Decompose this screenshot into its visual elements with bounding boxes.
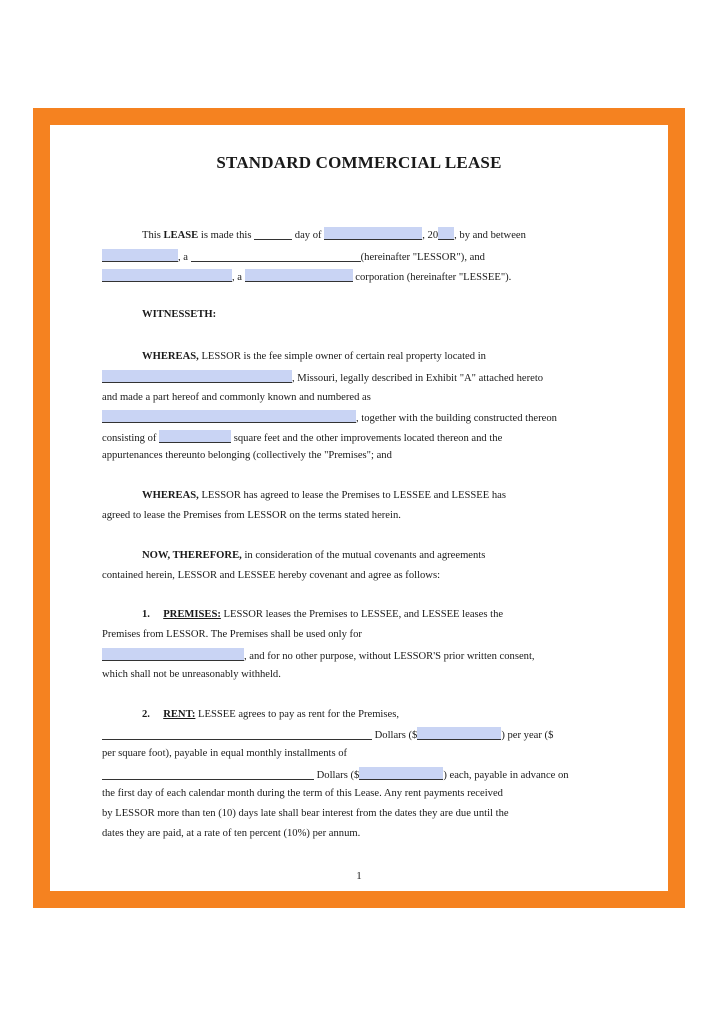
property-address-field[interactable] xyxy=(102,410,356,423)
document-page xyxy=(50,125,668,891)
lessor-name-field[interactable] xyxy=(102,249,178,262)
premises-line-1: 1. PREMISES: LESSOR leases the Premises to LESSEE, and LESSEE leases the xyxy=(142,609,504,620)
annual-rent-amount-field[interactable] xyxy=(417,727,501,740)
intro-line-2: , a (hereinafter "LESSOR"), and xyxy=(102,249,485,265)
rent-line-4: Dollars ($ ) each, payable in advance on xyxy=(102,767,569,783)
square-feet-field[interactable] xyxy=(159,430,231,443)
whereas1-line-4: , together with the building constructed thereon xyxy=(102,410,557,426)
premises-line-4: which shall not be unreasonably withheld. xyxy=(102,669,281,680)
lessee-entity-field[interactable] xyxy=(245,269,353,282)
premises-line-3: , and for no other purpose, without LESSOR'S prior written consent, xyxy=(102,648,535,664)
intro-line-3: , a corporation (hereinafter "LESSEE"). xyxy=(102,269,511,285)
whereas1-line-2: , Missouri, legally described in Exhibit "A" attached hereto xyxy=(102,370,543,386)
document-title: STANDARD COMMERCIAL LEASE xyxy=(216,153,502,172)
page-number: 1 xyxy=(356,870,362,882)
rent-heading: RENT: xyxy=(163,709,196,720)
rent-line-3: per square foot), payable in equal monthly installments of xyxy=(102,748,348,759)
whereas2-line-2: agreed to lease the Premises from LESSOR on the terms stated herein. xyxy=(102,510,401,521)
whereas1-line-6: appurtenances thereunto belonging (collectively the "Premises"; and xyxy=(102,450,392,461)
rent-line-6: by LESSOR more than ten (10) days late shall bear interest from the dates they are due until the xyxy=(102,808,509,819)
monthly-rent-words-field[interactable] xyxy=(102,767,314,780)
witnesseth-heading: WITNESSETH: xyxy=(142,309,217,320)
property-county-field[interactable] xyxy=(102,370,292,383)
whereas1-line-5: consisting of square feet and the other improvements located thereon and the xyxy=(102,430,502,446)
annual-rent-words-field[interactable] xyxy=(102,727,372,740)
premises-line-2: Premises from LESSOR. The Premises shall be used only for xyxy=(102,629,362,640)
lessee-name-field[interactable] xyxy=(102,269,232,282)
rent-line-1: 2. RENT: LESSEE agrees to pay as rent for the Premises, xyxy=(142,709,399,720)
whereas1-line-1: WHEREAS, LESSOR is the fee simple owner of certain real property located in xyxy=(142,351,486,362)
whereas1-line-3: and made a part hereof and commonly known and numbered as xyxy=(102,392,371,403)
intro-line-1: This LEASE is made this day of , 20 , by and between xyxy=(142,227,526,243)
monthly-rent-amount-field[interactable] xyxy=(359,767,443,780)
premises-use-field[interactable] xyxy=(102,648,244,661)
rent-line-7: dates they are paid, at a rate of ten percent (10%) per annum. xyxy=(102,828,361,839)
rent-line-2: Dollars ($ ) per year ($ xyxy=(102,727,553,743)
now-therefore-line-1: NOW, THEREFORE, in consideration of the mutual covenants and agreements xyxy=(142,550,486,561)
lease-month-field[interactable] xyxy=(324,227,422,240)
orange-frame xyxy=(33,108,685,908)
lease-year-field[interactable] xyxy=(438,227,454,240)
lease-day-field[interactable] xyxy=(254,227,292,240)
lessor-entity-field[interactable] xyxy=(191,249,361,262)
rent-line-5: the first day of each calendar month during the term of this Lease. Any rent payments received xyxy=(102,788,503,799)
now-therefore-line-2: contained herein, LESSOR and LESSEE hereby covenant and agree as follows: xyxy=(102,570,441,581)
premises-heading: PREMISES: xyxy=(163,609,221,620)
whereas2-line-1: WHEREAS, LESSOR has agreed to lease the Premises to LESSEE and LESSEE has xyxy=(142,490,506,501)
